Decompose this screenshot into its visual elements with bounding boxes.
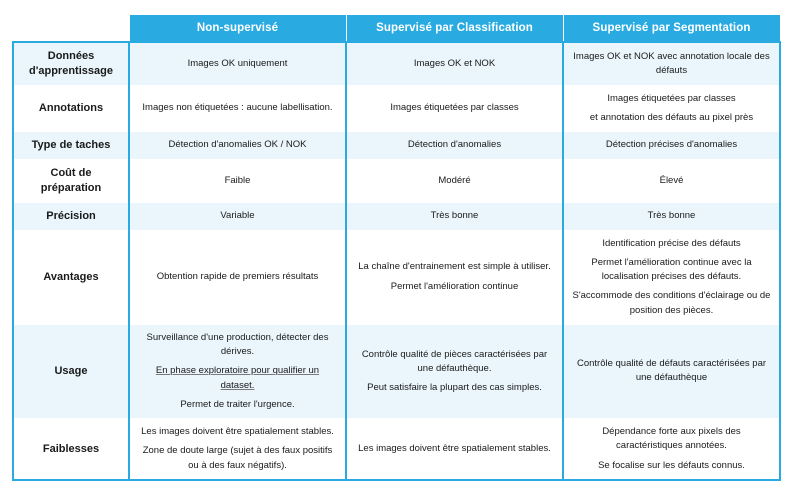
cell-precision-classification	[346, 202, 563, 230]
cell-line: Élevé	[659, 174, 684, 186]
table-row	[13, 419, 780, 480]
cell-faiblesses-classification	[346, 419, 563, 480]
table-body	[13, 42, 780, 480]
row-header-donnees-apprentissage: Données d'apprentissage	[13, 42, 129, 85]
cell-line: Images étiquetées par classes	[390, 102, 519, 114]
cell-line: Se focalise sur les défauts connus.	[598, 459, 745, 471]
cell-line: Dépendance forte aux pixels des caractéristiques annotées.	[602, 426, 741, 452]
cell-line: Surveillance d'une production, détecter des dérives.	[146, 331, 329, 358]
table-row	[13, 202, 780, 230]
cell-line: Images OK uniquement	[187, 57, 288, 69]
table-row	[13, 85, 780, 132]
cell-line: Identification précise des défauts	[602, 237, 741, 249]
cell-annotations-unsupervised	[129, 85, 346, 132]
cell-line: Détection d'anomalies OK / NOK	[168, 139, 307, 151]
cell-line: Images étiquetées par classes	[607, 92, 736, 104]
column-header-unsupervised: Non-supervisé	[129, 15, 346, 43]
cell-donnees-segmentation	[563, 42, 780, 85]
cell-annotations-segmentation	[563, 85, 780, 132]
cell-line: La chaîne d'entrainement est simple à utiliser.	[358, 261, 551, 273]
cell-precision-segmentation	[563, 202, 780, 230]
table-corner-cell	[13, 15, 129, 43]
table-row	[13, 160, 780, 203]
cell-line: Modéré	[438, 174, 471, 186]
cell-line: Très bonne	[647, 210, 696, 222]
cell-faiblesses-segmentation	[563, 419, 780, 480]
cell-line: Permet l'amélioration continue	[390, 280, 519, 292]
header-row	[13, 15, 780, 43]
cell-line: Les images doivent être spatialement stables.	[141, 426, 334, 438]
cell-line: Détection d'anomalies	[407, 139, 502, 151]
cell-taches-segmentation	[563, 132, 780, 160]
cell-line: Permet de traiter l'urgence.	[180, 398, 295, 410]
row-header-annotations: Annotations	[13, 85, 129, 132]
cell-donnees-classification	[346, 42, 563, 85]
row-header-avantages: Avantages	[13, 230, 129, 324]
cell-cout-classification	[346, 160, 563, 203]
cell-avantages-unsupervised	[129, 230, 346, 324]
cell-avantages-classification	[346, 230, 563, 324]
cell-line: Obtention rapide de premiers résultats	[156, 271, 319, 283]
cell-line: et annotation des défauts au pixel près	[589, 111, 754, 123]
row-header-precision: Précision	[13, 202, 129, 230]
column-header-supervised-classification: Supervisé par Classification	[346, 15, 563, 43]
cell-line: Images OK et NOK avec annotation locale des défauts	[573, 50, 770, 76]
cell-line: Contrôle qualité de défauts caractérisées par une défauthèque	[576, 358, 767, 384]
row-header-faiblesses: Faiblesses	[13, 419, 129, 480]
cell-line: Faible	[224, 174, 251, 186]
cell-line: En phase exploratoire pour qualifier un dataset.	[155, 365, 320, 391]
table-row	[13, 42, 780, 85]
table-header	[13, 15, 780, 43]
cell-line: Détection précises d'anomalies	[605, 139, 738, 151]
table-row	[13, 324, 780, 418]
cell-line: Images non étiquetées : aucune labellisation.	[142, 102, 333, 114]
cell-line: Images OK et NOK	[413, 57, 496, 69]
row-header-cout-preparation: Coût de préparation	[13, 160, 129, 203]
column-header-supervised-segmentation: Supervisé par Segmentation	[563, 15, 780, 43]
cell-taches-unsupervised	[129, 132, 346, 160]
cell-taches-classification	[346, 132, 563, 160]
cell-line: Variable	[220, 210, 255, 222]
cell-line: Peut satisfaire la plupart des cas simples.	[367, 382, 542, 394]
cell-line: Contrôle qualité de pièces caractérisées par une défauthèque.	[361, 348, 548, 374]
cell-cout-unsupervised	[129, 160, 346, 203]
cell-usage-unsupervised	[129, 324, 346, 418]
cell-annotations-classification	[346, 85, 563, 132]
cell-usage-classification	[346, 324, 563, 418]
cell-precision-unsupervised	[129, 202, 346, 230]
row-header-type-de-taches: Type de taches	[13, 132, 129, 160]
cell-cout-segmentation	[563, 160, 780, 203]
cell-avantages-segmentation	[563, 230, 780, 324]
cell-line: Zone de doute large (sujet à des faux positifs ou à des faux négatifs).	[142, 445, 333, 471]
cell-line: Très bonne	[430, 210, 479, 222]
comparison-table	[12, 14, 781, 481]
table-row	[13, 230, 780, 324]
cell-donnees-unsupervised	[129, 42, 346, 85]
cell-faiblesses-unsupervised	[129, 419, 346, 480]
row-header-usage: Usage	[13, 324, 129, 418]
cell-line: Les images doivent être spatialement stables.	[358, 442, 551, 454]
table-row	[13, 132, 780, 160]
cell-line: S'accommode des conditions d'éclairage ou de position des pièces.	[572, 290, 771, 316]
cell-usage-segmentation	[563, 324, 780, 418]
cell-line: Permet l'amélioration continue avec la localisation précises des défauts.	[591, 256, 752, 283]
